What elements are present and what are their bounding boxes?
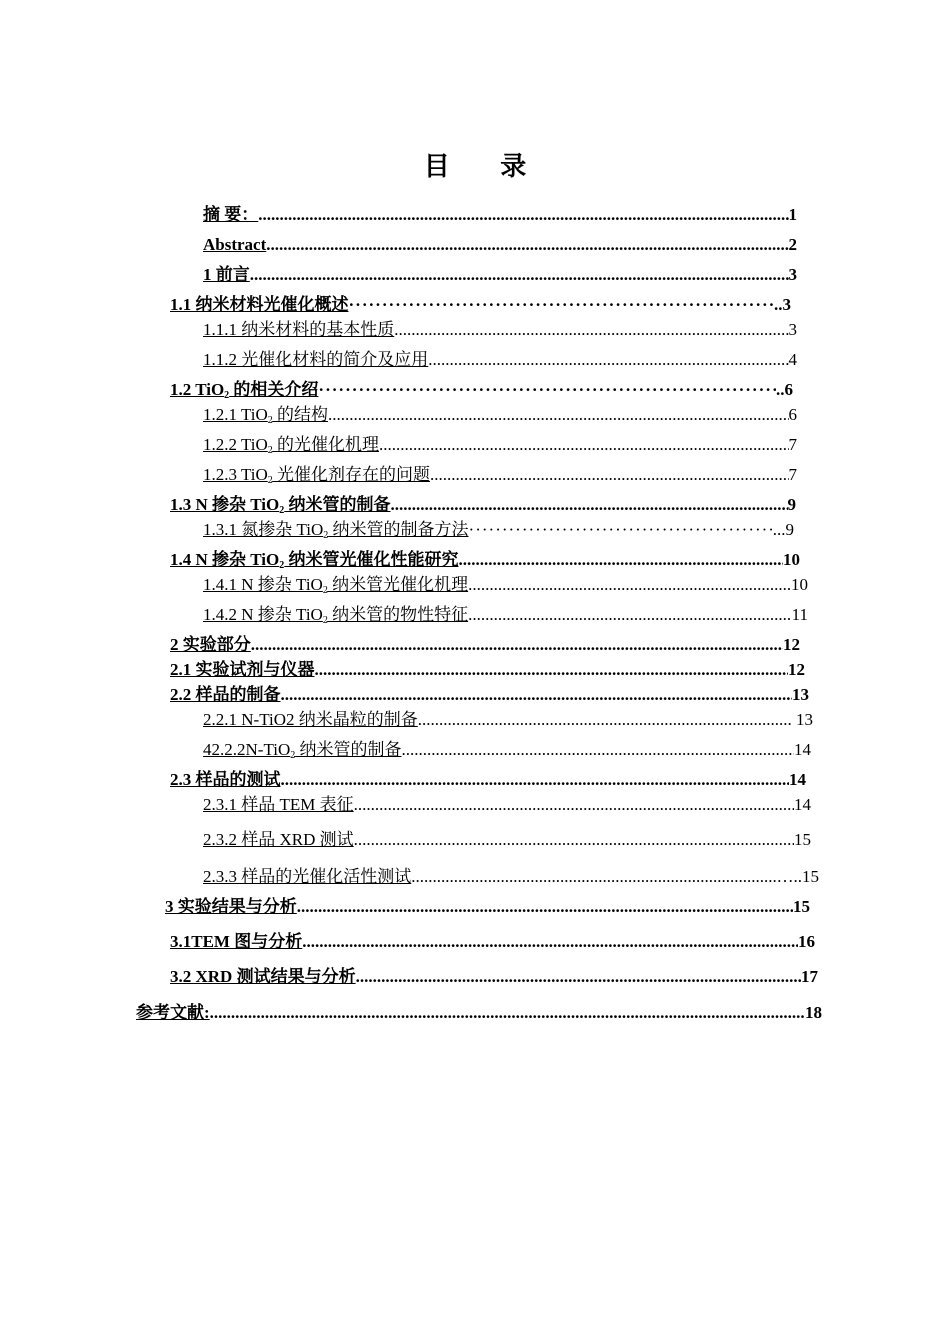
toc-page-number: 17 bbox=[801, 967, 818, 986]
toc-entry[interactable] bbox=[203, 434, 797, 456]
toc-entry[interactable] bbox=[170, 549, 800, 571]
toc-page-number: 13 bbox=[792, 685, 809, 704]
toc-entry-label: 摘 要： bbox=[203, 205, 259, 224]
toc-leader-dots bbox=[349, 294, 775, 316]
toc-leader-dots bbox=[302, 931, 798, 953]
toc-entry-label: 3.1TEM 图与分析 bbox=[170, 932, 303, 951]
toc-entry-label: 1.4.2 N 掺杂 TiO$_2$ 纳米管的物性特征 bbox=[203, 605, 469, 626]
toc-leader-dots bbox=[250, 264, 789, 286]
toc-entry-label: 1.2.1 TiO$_2$ 的结构 bbox=[203, 405, 328, 426]
toc-leader-dots bbox=[468, 574, 791, 596]
toc-entry-label: 3 实验结果与分析 bbox=[165, 897, 297, 916]
toc-entry[interactable] bbox=[203, 349, 797, 371]
toc-leader-dots bbox=[315, 659, 789, 681]
toc-entry-label: 2.3 样品的测试 bbox=[170, 770, 281, 789]
toc-entry-label: 2.2.1 N-TiO2 纳米晶粒的制备 bbox=[203, 710, 418, 729]
toc-entry-label: 3.2 XRD 测试结果与分析 bbox=[170, 967, 356, 986]
toc-entry-label: 2.3.3 样品的光催化活性测试 bbox=[203, 867, 412, 886]
toc-entry-label: 1 前言 bbox=[203, 265, 250, 284]
toc-page-number: 10 bbox=[783, 550, 800, 569]
toc-entry-label: 1.2 TiO$_2$ 的相关介绍 bbox=[170, 380, 319, 401]
toc-page-number: 18 bbox=[805, 1003, 822, 1022]
toc-entry-label: 42.2.2N-TiO$_2$ 纳米管的制备 bbox=[203, 740, 402, 761]
toc-leader-dots bbox=[469, 519, 773, 541]
toc-entry[interactable] bbox=[170, 931, 815, 953]
toc-leader-dots bbox=[258, 204, 788, 226]
toc-entry[interactable] bbox=[203, 319, 797, 341]
toc-page-number: 9 bbox=[787, 495, 796, 514]
toc-leader-dots bbox=[391, 494, 788, 516]
toc-entry[interactable] bbox=[170, 379, 793, 401]
toc-leader-dots bbox=[354, 794, 794, 816]
toc-entry-label: 1.1.1 纳米材料的基本性质 bbox=[203, 320, 395, 339]
toc-page-number: 2 bbox=[788, 235, 797, 254]
toc-page-number: 14 bbox=[794, 740, 811, 759]
toc-page-number: 15 bbox=[793, 897, 810, 916]
toc-entry-label: 1.3 N 掺杂 TiO$_2$ 纳米管的制备 bbox=[170, 495, 391, 516]
toc-entry[interactable] bbox=[203, 204, 797, 226]
toc-entry-label: 2.2 样品的制备 bbox=[170, 685, 281, 704]
toc-entry[interactable] bbox=[203, 709, 813, 731]
toc-entry[interactable] bbox=[203, 464, 797, 486]
toc-page-number: 3 bbox=[788, 265, 797, 284]
toc-entry[interactable] bbox=[203, 234, 797, 256]
toc-entry[interactable] bbox=[203, 739, 811, 761]
toc-entry-label: Abstract bbox=[203, 235, 267, 254]
toc-page-number: 11 bbox=[791, 605, 808, 624]
toc-entry[interactable] bbox=[170, 966, 818, 988]
toc-leader-dots bbox=[394, 319, 788, 341]
toc-entry[interactable] bbox=[203, 404, 797, 426]
toc-leader-dots bbox=[281, 769, 790, 791]
toc-page-number: 14 bbox=[794, 795, 811, 814]
toc-entry[interactable] bbox=[170, 634, 800, 656]
toc-leader-dots bbox=[411, 866, 776, 888]
toc-leader-dots bbox=[356, 966, 801, 988]
toc-leader-dots bbox=[210, 1002, 805, 1024]
toc-entry-label: 1.2.3 TiO$_2$ 光催化剂存在的问题 bbox=[203, 465, 430, 486]
toc-leader-dots bbox=[266, 234, 788, 256]
toc-page-number: ... 13 bbox=[779, 710, 813, 729]
toc-entry-label: 1.2.2 TiO$_2$ 的光催化机理 bbox=[203, 435, 379, 456]
toc-entry[interactable] bbox=[203, 829, 811, 851]
toc-entry[interactable] bbox=[170, 294, 791, 316]
toc-page-number: ..6 bbox=[776, 380, 793, 399]
toc-entry-label: 1.3.1 氮掺杂 TiO$_2$ 纳米管的制备方法 bbox=[203, 520, 469, 541]
toc-leader-dots bbox=[428, 349, 788, 371]
toc-entry[interactable] bbox=[170, 684, 809, 706]
toc-entry[interactable] bbox=[203, 866, 819, 888]
toc-entry[interactable] bbox=[136, 1002, 822, 1024]
toc-page-number: 4 bbox=[788, 350, 797, 369]
toc-page-number: 3 bbox=[788, 320, 797, 339]
toc-leader-dots bbox=[318, 379, 776, 401]
toc-page-number: ...9 bbox=[772, 520, 794, 539]
toc-leader-dots bbox=[418, 709, 779, 731]
toc-leader-dots bbox=[430, 464, 789, 486]
toc-page-number: 1 bbox=[788, 205, 797, 224]
toc-page-number: 12 bbox=[783, 635, 800, 654]
toc-entry-label: 1.4 N 掺杂 TiO$_2$ 纳米管光催化性能研究 bbox=[170, 550, 459, 571]
toc-leader-dots bbox=[379, 434, 789, 456]
toc-page-number: 14 bbox=[789, 770, 806, 789]
toc-leader-dots bbox=[281, 684, 793, 706]
toc-entry[interactable] bbox=[203, 604, 808, 626]
toc-page-number: …..15 bbox=[776, 867, 819, 886]
toc-page-number: 15 bbox=[794, 830, 811, 849]
toc-entry-label: 2.3.2 样品 XRD 测试 bbox=[203, 830, 354, 849]
toc-entry-label: 2.3.1 样品 TEM 表征 bbox=[203, 795, 354, 814]
page-title: 目 录 bbox=[423, 152, 549, 181]
toc-entry[interactable] bbox=[203, 264, 797, 286]
toc-entry-label: 2 实验部分 bbox=[170, 635, 251, 654]
toc-entry-label: 1.4.1 N 掺杂 TiO$_2$ 纳米管光催化机理 bbox=[203, 575, 469, 596]
toc-leader-dots bbox=[251, 634, 783, 656]
toc-page-number: 7 bbox=[788, 435, 797, 454]
toc-page-number: 12 bbox=[788, 660, 805, 679]
toc-entry-label: 2.1 实验试剂与仪器 bbox=[170, 660, 315, 679]
toc-leader-dots bbox=[468, 604, 792, 626]
toc-entry[interactable] bbox=[203, 519, 794, 541]
toc-page-number: ..3 bbox=[774, 295, 791, 314]
toc-entry-label: 1.1 纳米材料光催化概述 bbox=[170, 295, 349, 314]
toc-leader-dots bbox=[354, 829, 794, 851]
toc-leader-dots bbox=[328, 404, 789, 426]
toc-entry[interactable] bbox=[165, 896, 810, 918]
toc-entry[interactable] bbox=[203, 794, 811, 816]
toc-entry-label: 参考文献: bbox=[136, 1003, 210, 1022]
toc-leader-dots bbox=[401, 739, 794, 761]
toc-leader-dots bbox=[459, 549, 783, 571]
toc-page-number: 16 bbox=[798, 932, 815, 951]
toc-page-number: 10 bbox=[791, 575, 808, 594]
toc-leader-dots bbox=[297, 896, 793, 918]
toc-entry[interactable] bbox=[170, 494, 796, 516]
toc-entry-label: 1.1.2 光催化材料的简介及应用 bbox=[203, 350, 429, 369]
toc-page-number: 7 bbox=[788, 465, 797, 484]
toc-entry[interactable] bbox=[170, 659, 805, 681]
toc-entry[interactable] bbox=[170, 769, 806, 791]
toc-entry[interactable] bbox=[203, 574, 808, 596]
toc-page-number: 6 bbox=[788, 405, 797, 424]
